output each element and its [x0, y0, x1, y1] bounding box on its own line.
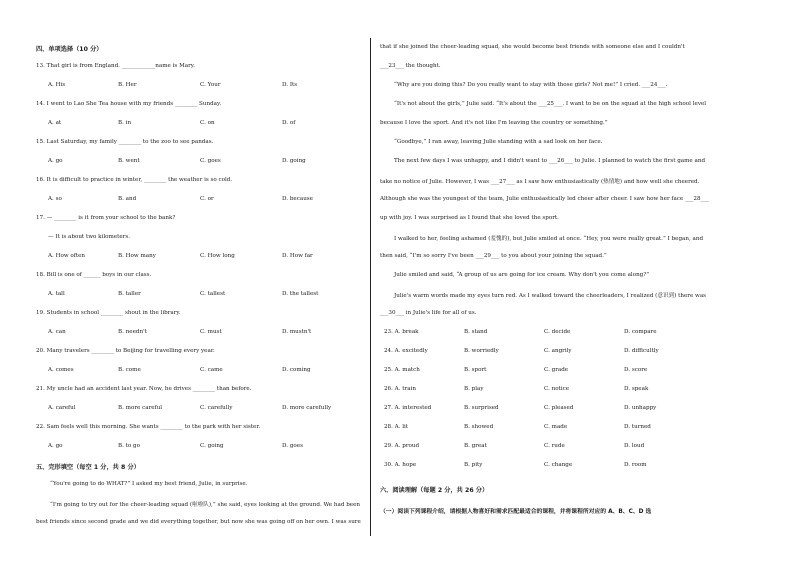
option: A. His	[48, 82, 66, 88]
option: A. tall	[48, 291, 65, 297]
option: C. came	[200, 367, 223, 373]
question-20: 20. Many travelers ________ to Beijing for travelling every year.	[36, 348, 215, 354]
section6-title: 六、阅读理解（每题 2 分，共 26 分）	[380, 487, 489, 494]
option: D. Its	[282, 82, 298, 88]
passage-paragraph: “You're going to do WHAT?” I asked my best friend, Julie, in surprise.	[50, 481, 248, 487]
option: D. more carefully	[282, 405, 332, 411]
option: B. Her	[118, 82, 137, 88]
option: 29. A. proud	[384, 443, 420, 449]
option: C. grade	[544, 367, 569, 373]
option: A. at	[48, 120, 62, 126]
option: C. on	[200, 120, 215, 126]
passage-line: “It's not about the girls,” Julie said. “It's about the ___25___. I want to be on the squad at the high school level	[394, 101, 707, 107]
option: B. great	[464, 443, 487, 449]
option: D. difficultly	[624, 348, 659, 354]
option: A. How often	[48, 253, 86, 259]
option: B. and	[118, 196, 137, 202]
passage-line: I walked to her, feeling ashamed (羞愧的), but Julie smiled at once. “Hey, you were really great.” I began, and	[394, 236, 704, 242]
passage-line: Julie's warm words made my eyes turn red. As I walked toward the cheerleaders, I realized (意识到) there was	[394, 293, 707, 299]
option: B. surprised	[464, 405, 499, 411]
section6-instruction: （一）阅读下列课程介绍，请根据人物喜好和需求匹配最适合的课程，并将课程所对应的 A、B、C、D 选	[380, 509, 652, 515]
option: B. showed	[464, 424, 494, 430]
option: B. more careful	[118, 405, 163, 411]
question-21: 21. My uncle had an accident last year. Now, he drives ________ than before.	[36, 386, 252, 392]
option: B. pity	[464, 462, 483, 468]
question-13: 13. That girl is from England. ____________name is Mary.	[36, 63, 196, 69]
option: A. can	[48, 329, 66, 335]
option: C. Your	[200, 82, 221, 88]
option: C. made	[544, 424, 568, 430]
option: D. turned	[624, 424, 651, 430]
option: D. speak	[624, 386, 649, 392]
option: B. stand	[464, 329, 488, 335]
passage-line: up with joy. I was surprised as I found that she loved the sport.	[380, 215, 559, 221]
option: B. needn't	[118, 329, 147, 335]
option: B. sport	[464, 367, 487, 373]
option: C. carefully	[200, 405, 233, 411]
option: D. compare	[624, 329, 657, 335]
option: C. or	[200, 196, 214, 202]
option: D. unhappy	[624, 405, 657, 411]
option: D. because	[282, 196, 313, 202]
option: C. goes	[200, 158, 221, 164]
passage-paragraph: best friends since second grade and we did everything together, but now she was going off on her own. I was sure	[36, 519, 361, 525]
option: B. come	[118, 367, 141, 373]
option: D. going	[282, 158, 306, 164]
option: A. comes	[48, 367, 74, 373]
option: A. go	[48, 158, 63, 164]
option: 28. A. lit	[384, 424, 409, 430]
option: D. loud	[624, 443, 645, 449]
option: D. goes	[282, 443, 303, 449]
section5-title: 五、完形填空（每空 1 分，共 8 分）	[36, 464, 140, 471]
option: B. play	[464, 386, 484, 392]
option: 24. A. excitedly	[384, 348, 428, 354]
passage-paragraph: “I'm going to try out for the cheer-leading squad (啦啦队),” she said, eyes looking at the ground. We had been	[50, 502, 360, 508]
passage-line: “Goodbye,” I ran away, leaving Julie standing with a sad look on her face.	[394, 139, 603, 145]
question-15: 15. Last Saturday, my family ________ to the zoo to see pandas.	[36, 139, 214, 145]
option: 30. A. hope	[384, 462, 417, 468]
option: 23. A. break	[384, 329, 419, 335]
section4-title: 四、单项选择（10 分）	[36, 46, 103, 53]
option: C. How long	[200, 253, 235, 259]
passage-line: Although she was the youngest of the team, Julie enthusiastically led cheer after cheer. I saw how her face ___28___	[380, 196, 709, 202]
option: 25. A. match	[384, 367, 420, 373]
option: C. tallest	[200, 291, 226, 297]
option: B. taller	[118, 291, 141, 297]
option: D. room	[624, 462, 647, 468]
option: D. of	[282, 120, 296, 126]
option: B. went	[118, 158, 140, 164]
option: B. to go	[118, 443, 141, 449]
option: C. pleased	[544, 405, 574, 411]
option: C. notice	[544, 386, 570, 392]
column-divider	[370, 38, 371, 536]
passage-line: ___30___ in Julie's life for all of us.	[380, 310, 477, 316]
question-18: 18. Bill is one of ______ boys in our class.	[36, 272, 152, 278]
passage-line: take no notice of Julie. However, I was ___27___ as I saw how enthusiastically (热情地) and how well she cheered.	[380, 179, 700, 185]
option: C. decide	[544, 329, 571, 335]
option: A. so	[48, 196, 62, 202]
option: C. rude	[544, 443, 565, 449]
passage-line: The next few days I was unhappy, and I didn't want to ___26___ to Julie. I planned to watch the first game and	[394, 158, 706, 164]
option: C. change	[544, 462, 573, 468]
passage-line: that if she joined the cheer-leading squad, she would become best friends with someone else and I couldn't	[380, 44, 685, 50]
question-22: 22. Sam feels well this morning. She wants ________ to the park with her sister.	[36, 424, 261, 430]
option: D. mustn't	[282, 329, 312, 335]
passage-line: then said, “I'm so sorry I've been ___29___ to you about your joining the squad.”	[380, 253, 607, 259]
option: 27. A. interested	[384, 405, 432, 411]
option: C. must	[200, 329, 222, 335]
option: B. worriedly	[464, 348, 499, 354]
option: B. in	[118, 120, 132, 126]
question-19: 19. Students in school ________ shout in the library.	[36, 310, 181, 316]
option: 26. A. train	[384, 386, 416, 392]
question-17-answer-line: — It is about two kilometers.	[48, 234, 130, 240]
option: A. go	[48, 443, 63, 449]
option: A. careful	[48, 405, 76, 411]
passage-line: because I love the sport. And it's not like I'm leaving the country or something.”	[380, 120, 608, 126]
option: D. the tallest	[282, 291, 319, 297]
option: C. angrily	[544, 348, 572, 354]
option: B. How many	[118, 253, 156, 259]
passage-line: ___23___ the thought.	[380, 63, 441, 69]
passage-line: “Why are you doing this? Do you really want to stay with those girls? Not me!” I cried. ___24___.	[394, 82, 668, 88]
question-16: 16. It is difficult to practice in winter, ________ the weather is so cold.	[36, 177, 233, 183]
option: D. coming	[282, 367, 311, 373]
option: D. How far	[282, 253, 313, 259]
option: C. going	[200, 443, 224, 449]
question-17: 17. — ________ is it from your school to the bank?	[36, 215, 176, 221]
option: D. score	[624, 367, 648, 373]
question-14: 14. I went to Lao She Tea house with my friends ________ Sunday.	[36, 101, 222, 107]
passage-line: Julie smiled and said, “A group of us are going for ice cream. Why don't you come along?”	[394, 272, 650, 278]
